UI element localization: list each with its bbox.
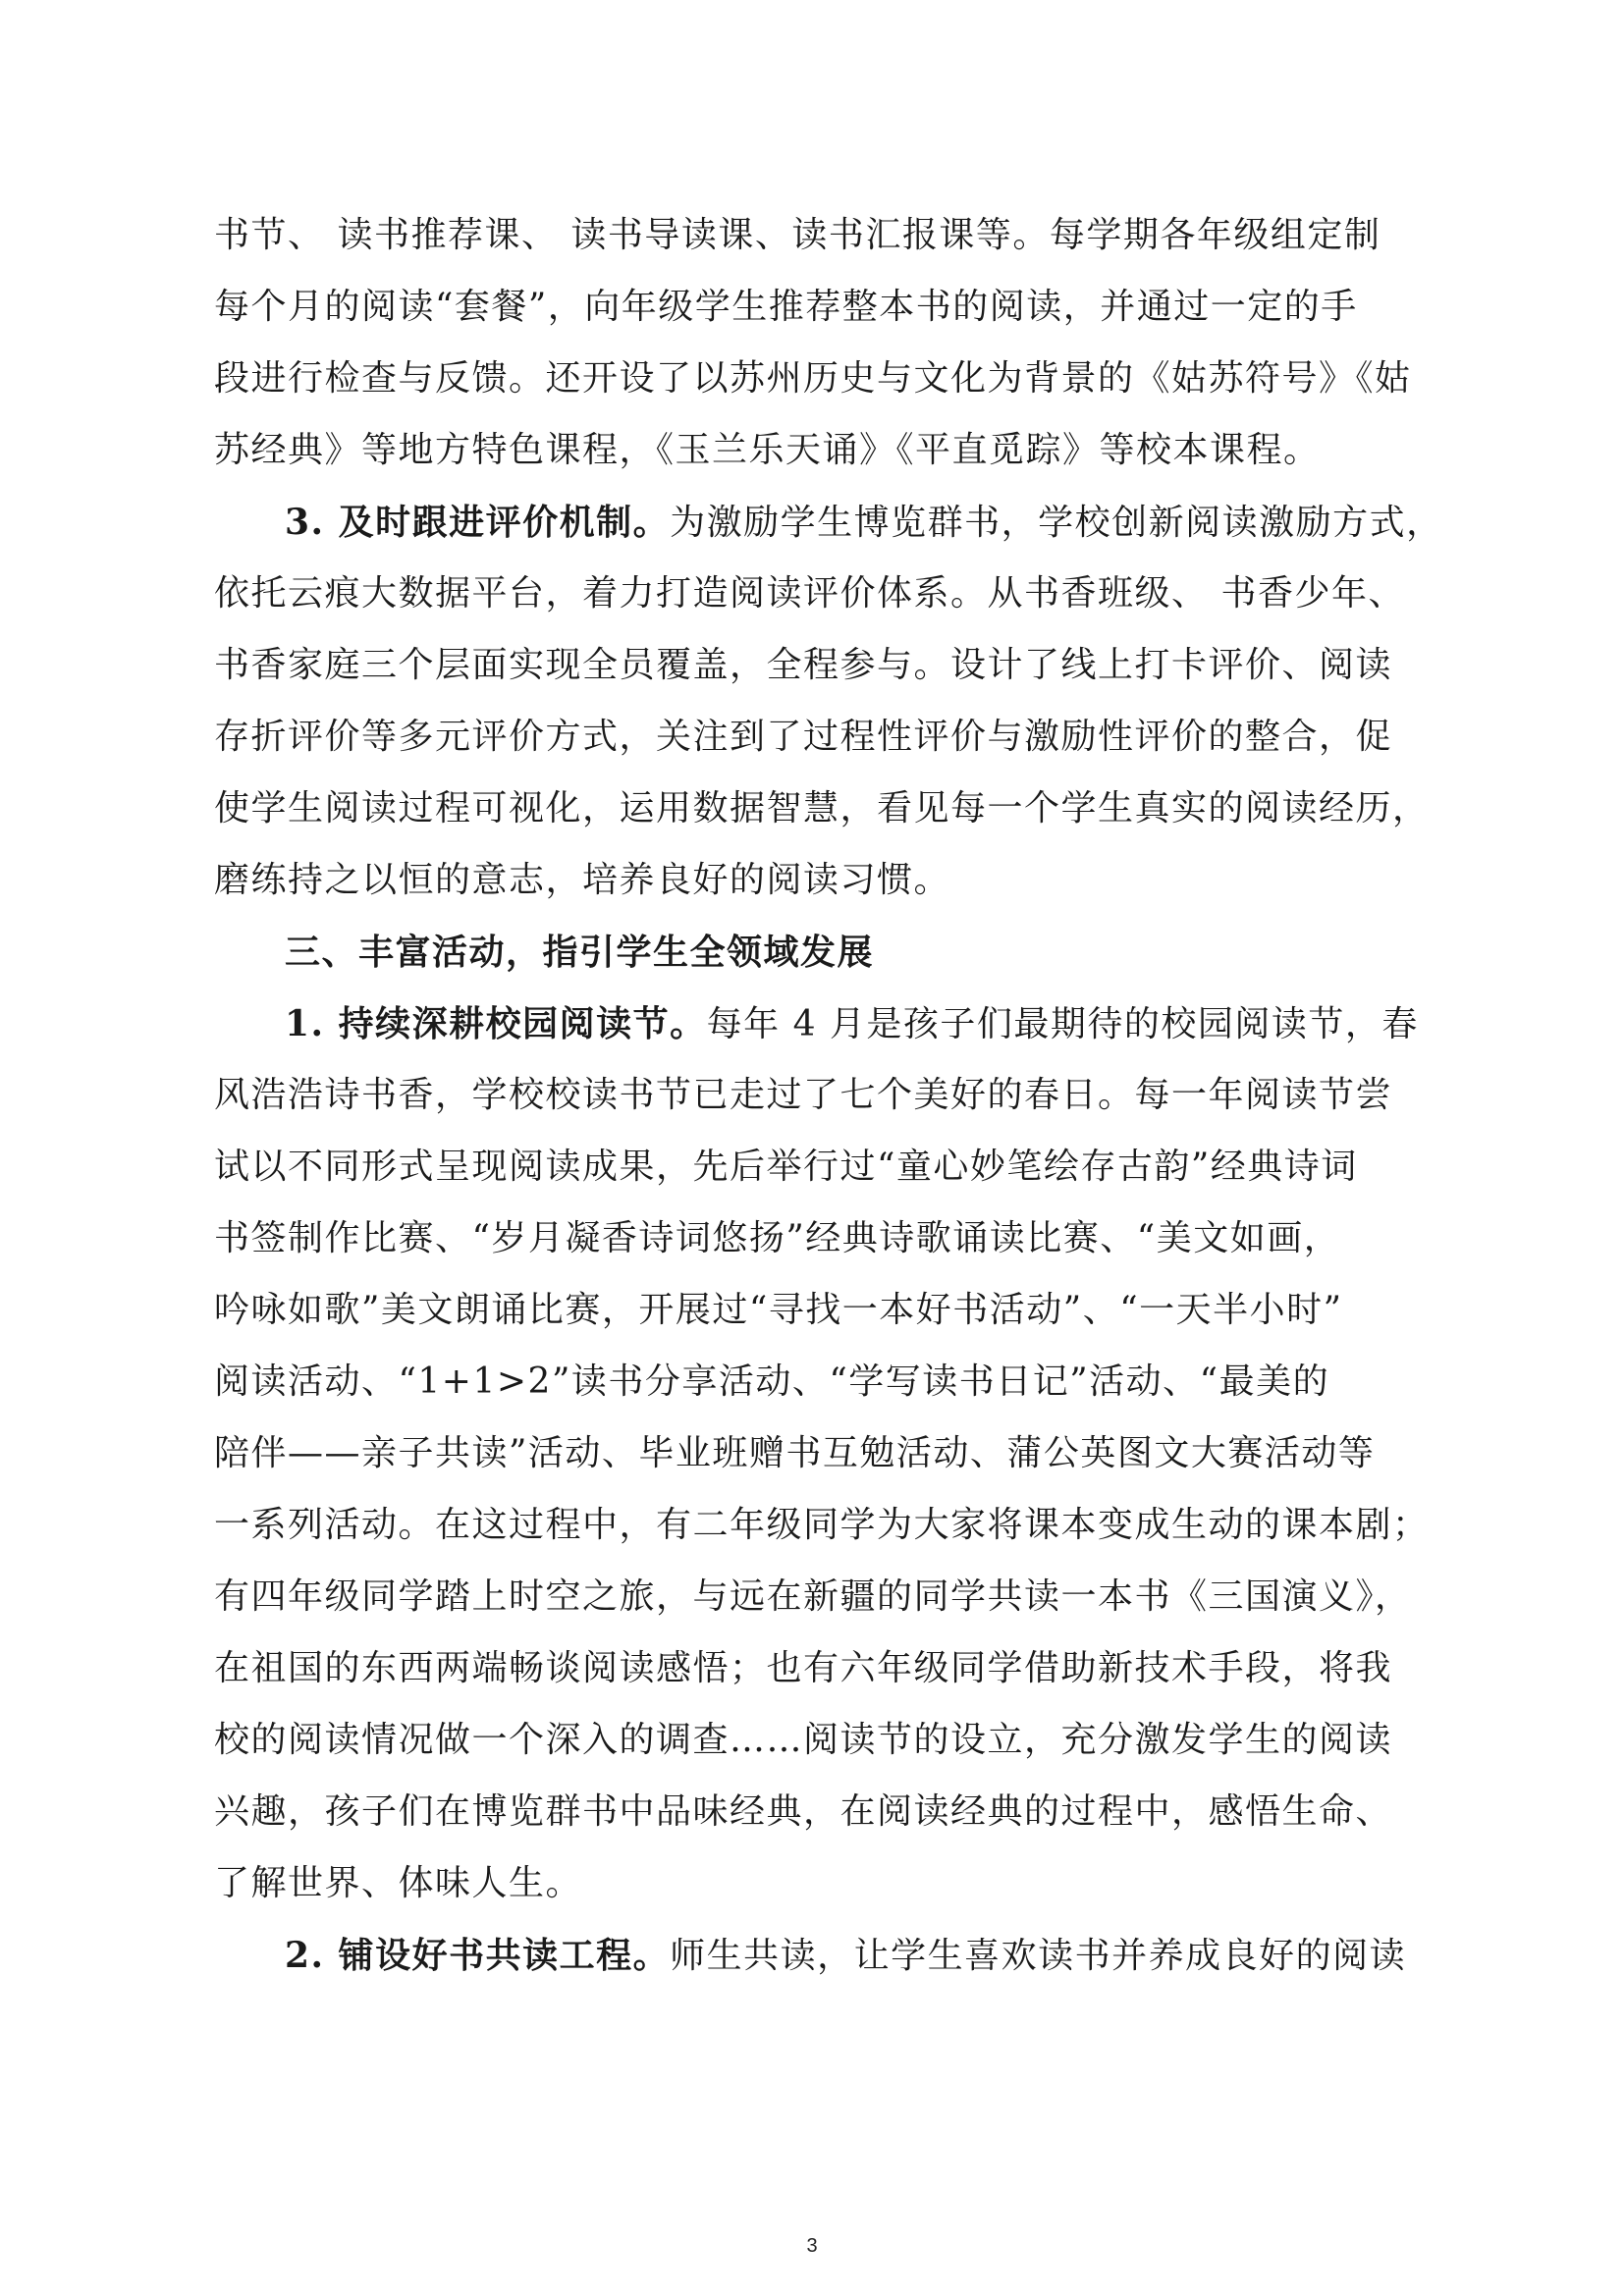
page-number: 3 [806,2235,818,2257]
paragraph-line [285,501,1443,544]
paragraph-line: 存折评价等多元评价方式，关注到了过程性评价与激励性评价的整合，促 [214,717,1393,757]
paragraph-line: 使学生阅读过程可视化，运用数据智慧，看见每一个学生真实的阅读经历， [214,788,1430,828]
paragraph-line: 每个月的阅读“套餐”，向年级学生推荐整本书的阅读，并通过一定的手 [214,287,1358,327]
paragraph-text: 为激励学生博览群书，学校创新阅读激励方式， [670,503,1443,543]
paragraph-text: 每年 4 月是孩子们最期待的校园阅读节，春 [706,1004,1419,1044]
paragraph-line: 陪伴——亲子共读”活动、毕业班赠书互勉活动、蒲公英图文大赛活动等 [214,1433,1376,1473]
paragraph-line: 兴趣，孩子们在博览群书中品味经典，在阅读经典的过程中，感悟生命、 [214,1791,1393,1832]
section-heading: 三、丰富活动，指引学生全领域发展 [285,932,875,973]
paragraph-line [285,1002,1419,1045]
paragraph-line: 一系列活动。在这过程中，有二年级同学为大家将课本变成生动的课本剧； [214,1505,1430,1545]
paragraph-line: 试以不同形式呈现阅读成果，先后举行过“童心妙笔绘存古韵”经典诗词 [214,1147,1358,1187]
paragraph-line: 苏经典》等地方特色课程，《玉兰乐天诵》《平直觅踪》等校本课程。 [214,430,1321,470]
paragraph-line: 吟咏如歌”美文朗诵比赛，开展过“寻找一本好书活动”、“一天半小时” [214,1290,1343,1330]
paragraph-heading: 1. 持续深耕校园阅读节。 [285,1003,707,1044]
paragraph-text: 师生共读，让学生喜欢读书并养成良好的阅读 [670,1936,1407,1976]
paragraph-line: 有四年级同学踏上时空之旅，与远在新疆的同学共读一本书《三国演义》， [214,1576,1412,1617]
paragraph-line: 依托云痕大数据平台，着力打造阅读评价体系。从书香班级、 书香少年、 [214,573,1405,614]
paragraph-line: 书签制作比赛、“岁月凝香诗词悠扬”经典诗歌诵读比赛、“美文如画， [214,1218,1341,1258]
paragraph-line: 书节、 读书推荐课、 读书导读课、读书汇报课等。每学期各年级组定制 [214,215,1381,255]
paragraph-line: 磨练持之以恒的意志，培养良好的阅读习惯。 [214,860,951,900]
paragraph-line [285,1934,1412,1977]
paragraph-heading: 3. 及时跟进评价机制。 [285,502,671,543]
paragraph-line: 段进行检查与反馈。还开设了以苏州历史与文化为背景的《姑苏符号》《姑 [214,358,1412,399]
paragraph-heading: 2. 铺设好书共读工程。 [285,1935,671,1976]
paragraph-line: 在祖国的东西两端畅谈阅读感悟；也有六年级同学借助新技术手段，将我 [214,1648,1393,1688]
paragraph-line: 书香家庭三个层面实现全员覆盖，全程参与。设计了线上打卡评价、阅读 [214,645,1393,685]
paragraph-line: 校的阅读情况做一个深入的调查……阅读节的设立，充分激发学生的阅读 [214,1720,1393,1760]
paragraph-line: 阅读活动、“1+1>2”读书分享活动、“学写读书日记”活动、“最美的 [214,1362,1330,1402]
paragraph-line: 风浩浩诗书香，学校校读书节已走过了七个美好的春日。每一年阅读节尝 [214,1075,1393,1115]
paragraph-line: 了解世界、体味人生。 [214,1863,583,1903]
